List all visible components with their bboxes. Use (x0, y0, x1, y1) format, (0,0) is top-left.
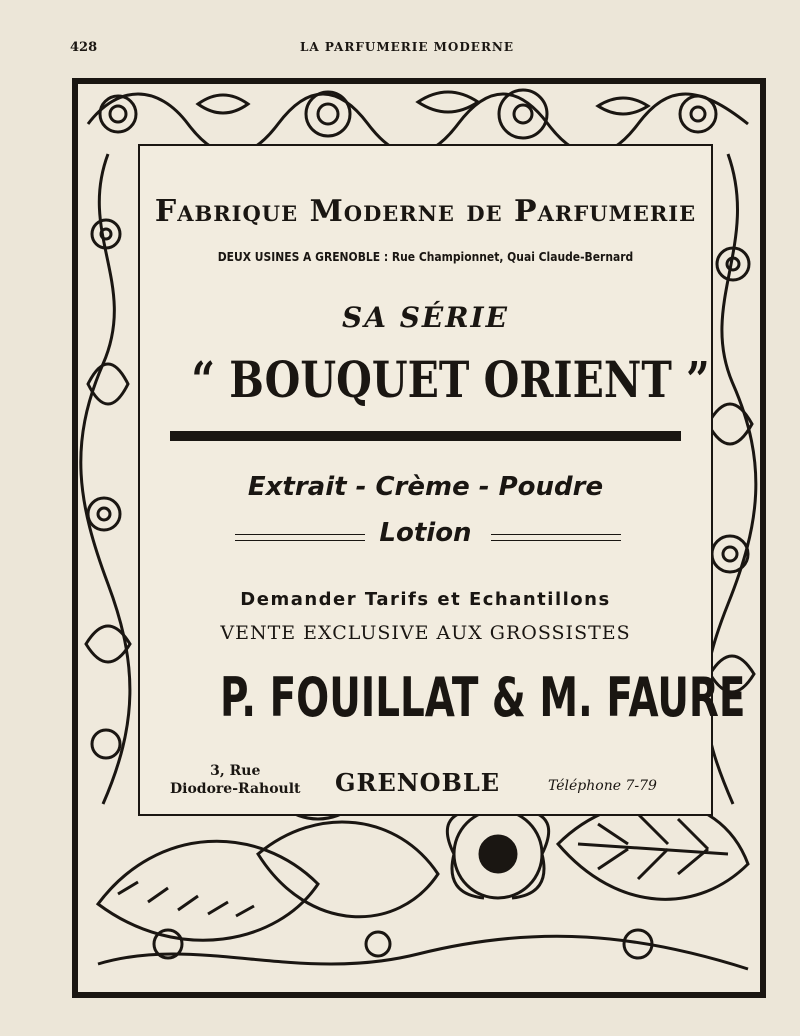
page-header (70, 40, 744, 62)
products-line: Extrait - Crème - Poudre (247, 472, 604, 502)
product-name: “ BOUQUET ORIENT ” (191, 350, 710, 409)
address-line1: 3, Rue (210, 763, 261, 779)
page-number: 428 (70, 40, 98, 55)
request-line: Demander Tarifs et Echantillons (240, 589, 611, 610)
maker-names: P. FOUILLAT & M. FAURE (219, 666, 746, 729)
address-line2: Diodore-Rahoult (170, 781, 301, 797)
exclusive-line: VENTE EXCLUSIVE AUX GROSSISTES (220, 622, 631, 644)
city: GRENOBLE (335, 768, 501, 797)
factories-line: DEUX USINES A GRENOBLE : Rue Championnet, Quai Claude-Bernard (217, 249, 634, 264)
lotion-label: Lotion (379, 518, 472, 548)
address-block (170, 762, 301, 798)
company-heading: Fabrique Moderne de Parfumerie (154, 194, 697, 229)
double-rule-right (491, 534, 621, 541)
series-label: SA SÉRIE (342, 301, 509, 334)
double-rule-left (235, 534, 365, 541)
lotion-row (140, 518, 711, 554)
advertisement-frame (72, 78, 766, 998)
running-title: LA PARFUMERIE MODERNE (299, 40, 515, 54)
title-rule (170, 431, 681, 441)
advertisement-panel (138, 144, 746, 816)
telephone: Téléphone 7-79 (548, 778, 657, 794)
